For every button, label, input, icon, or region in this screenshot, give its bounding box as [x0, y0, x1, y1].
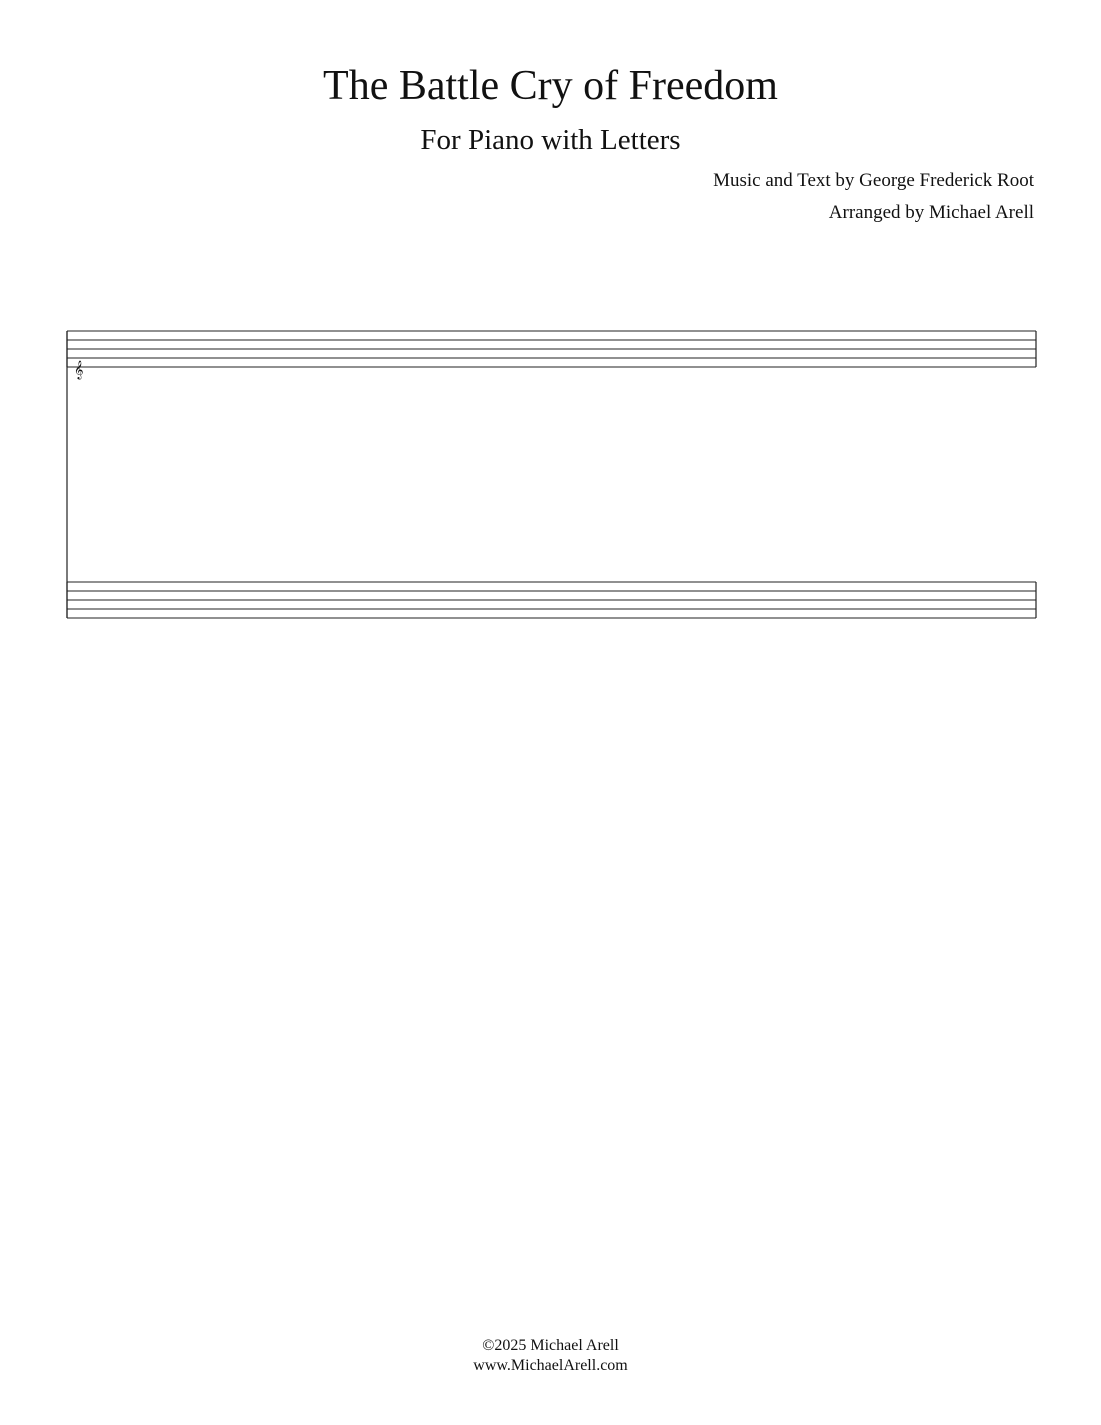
copyright-line: ©2025 Michael Arell	[482, 1337, 619, 1354]
website-line: www.MichaelArell.com	[473, 1357, 628, 1374]
treble-clef-icon: 𝄞	[74, 360, 84, 379]
arranger-credit: Arranged by Michael Arell	[828, 202, 1034, 223]
composer-credit: Music and Text by George Frederick Root	[713, 170, 1034, 191]
page-title: The Battle Cry of Freedom	[323, 63, 778, 109]
page-subtitle: For Piano with Letters	[420, 124, 681, 156]
